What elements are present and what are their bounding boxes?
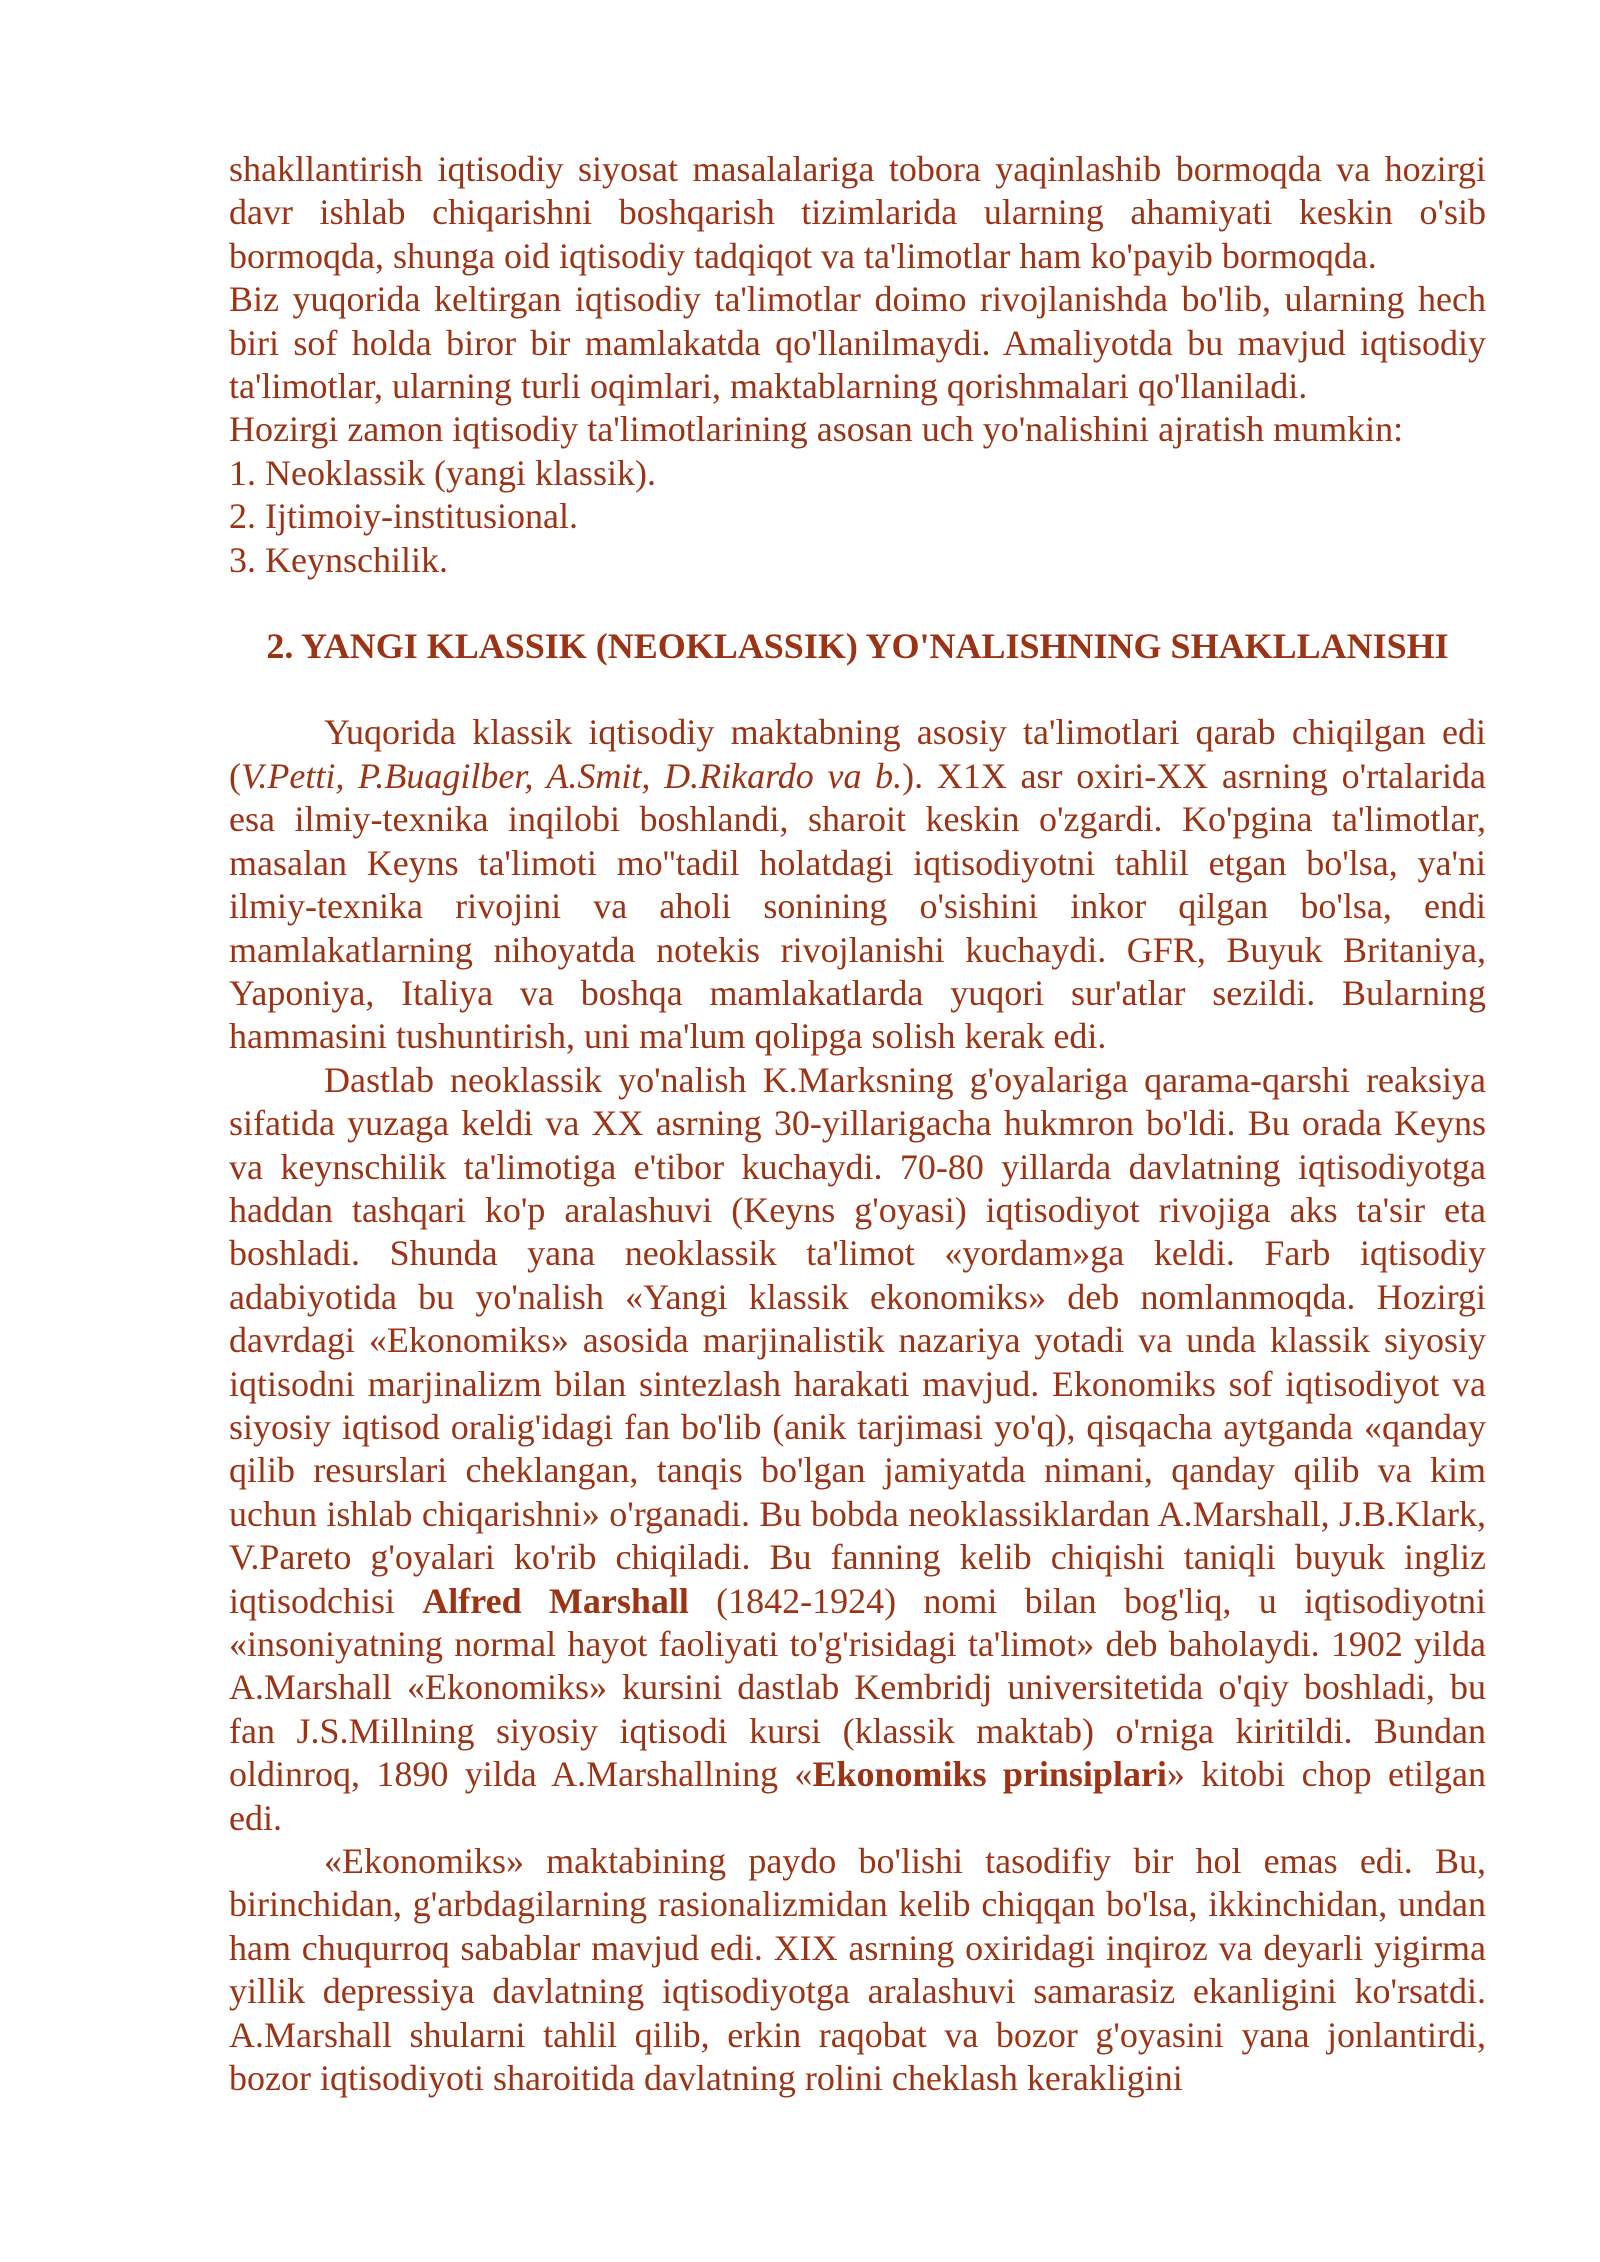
paragraph-directions: Hozirgi zamon iqtisodiy ta'limotlarining asosan uch yo'nalishini ajratish mumkin: <box>229 409 1404 450</box>
list-item: 3. Keynschilik. <box>229 539 448 580</box>
list-item: 2. Ijtimoiy-institusional. <box>229 496 578 537</box>
paragraph-intro: shakllantirish iqtisodiy siyosat masalalariga tobora yaqinlashib bormoqda va hozirgi davr ishlab chiqarishni boshqarish tizimlarida ularning ahamiyati keskin o'sib bormoqda, shunga oid iqtisodiy tadqiqot va ta'limotlar ham ko'payib bormoqda. <box>229 149 1486 276</box>
bold-name-marshall: Alfred Marshall <box>422 1580 689 1621</box>
paragraph-classical <box>229 711 1486 1058</box>
italic-names: V.Petti, P.Buagilber, A.Smit, D.Rikardo va b. <box>241 755 903 796</box>
list-item: 1. Neoklassik (yangi klassik). <box>229 452 656 493</box>
text-run: ). X1X asr oxiri-XX asrning o'rtalarida esa ilmiy-texnika inqilobi boshlandi, sharoit keskin o'zgardi. Ko'pgina ta'limotlar, masalan Keyns ta'limoti mo''tadil holatdagi iqtisodiyotni tahlil etgan bo'lsa, ya'ni ilmiy-texnika rivojini va aholi sonining o'sishini inkor qilgan bo'lsa, endi mamlakatlarning nihoyatda notekis rivojlanishi kuchaydi. GFR, Buyuk Britaniya, Yaponiya, Italiya va boshqa mamlakatlarda yuqori sur'atlar sezildi. Bularning hammasini tushuntirish, uni ma'lum qolipga solish kerak edi. <box>229 755 1486 1057</box>
section-heading: 2. YANGI KLASSIK (NEOKLASSIK) YO'NALISHNING SHAKLLANISHI <box>266 626 1449 667</box>
text-run: (1842-1924) nomi bilan bog'liq, u iqtisodiyotni «insoniyatning normal hayot faoliyati to'g'risidagi ta'limot» deb baholaydi. 1902 yilda A.Marshall «Ekonomiks» kursini dastlab Kembridj universitetida o'qiy boshladi, bu fan J.S.Millning siyosiy iqtisodi kursi (klassik maktab) o'rniga kiritildi. Bundan oldinroq, 1890 yilda A.Marshallning « <box>229 1580 1487 1795</box>
text-run: Dastlab neoklassik yo'nalish K.Marksning g'oyalariga qarama-qarshi reaksiya sifatida yuzaga keldi va XX asrning 30-yillarigacha hukmron bo'ldi. Bu orada Keyns va keynschilik ta'limotiga e'tibor kuchaydi. 70-80 yillarda davlatning iqtisodiyotga haddan tashqari ko'p aralashuvi (Keyns g'oyasi) iqtisodiyot rivojiga aks ta'sir eta boshladi. Shunda yana neoklassik ta'limot «yordam»ga keldi. Farb iqtisodiy adabiyotida bu yo'nalish «Yangi klassik ekonomiks» deb nomlanmoqda. Hozirgi davrdagi «Ekonomiks» asosida marjinalistik nazariya yotadi va unda klassik siyosiy iqtisodni marjinalizm bilan sintezlash harakati mavjud. Ekonomiks sof iqtisodiyot va siyosiy iqtisod oralig'idagi fan bo'lib (anik tarjimasi yo'q), qisqacha aytganda «qanday qilib resurslari cheklangan, tanqis bo'lgan jamiyatda nimani, qanday qilib va kim uchun ishlab chiqarishni» o'rganadi. Bu bobda neoklassiklardan A.Marshall, J.B.Klark, V.Pareto g'oyalari ko'rib chiqiladi. Bu fanning kelib chiqishi taniqli buyuk ingliz iqtisodchisi <box>229 1059 1486 1621</box>
text-run: Yuqorida klassik iqtisodiy maktabning asosiy ta'limotlari qarab chiqilgan edi ( <box>229 712 1486 796</box>
document-page <box>229 148 1486 2100</box>
paragraph-economics-school: «Ekonomiks» maktabining paydo bo'lishi tasodifiy bir hol emas edi. Bu, birinchidan, g'arbdagilarning rasionalizmidan kelib chiqqan bo'lsa, ikkinchidan, undan ham chuqurroq sabablar mavjud edi. XIX asrning oxiridagi inqiroz va deyarli yigirma yillik depressiya davlatning iqtisodiyotga aralashuvi samarasiz ekanligini ko'rsatdi. A.Marshall shularni tahlil qilib, erkin raqobat va bozor g'oyasini yana jonlantirdi, bozor iqtisodiyoti sharoitida davlatning rolini cheklash kerakligini <box>229 1841 1486 2099</box>
paragraph-teachings: Biz yuqorida keltirgan iqtisodiy ta'limotlar doimo rivojlanishda bo'lib, ularning hech biri sof holda biror bir mamlakatda qo'llanilmaydi. Amaliyotda bu mavjud iqtisodiy ta'limotlar, ularning turli oqimlari, maktablarning qorishmalari qo'llaniladi. <box>229 279 1486 407</box>
text-run: » kitobi chop etilgan edi. <box>229 1754 1486 1838</box>
bold-book-title: Ekonomiks prinsiplari <box>812 1754 1167 1795</box>
paragraph-neoclassical <box>229 1059 1486 1840</box>
